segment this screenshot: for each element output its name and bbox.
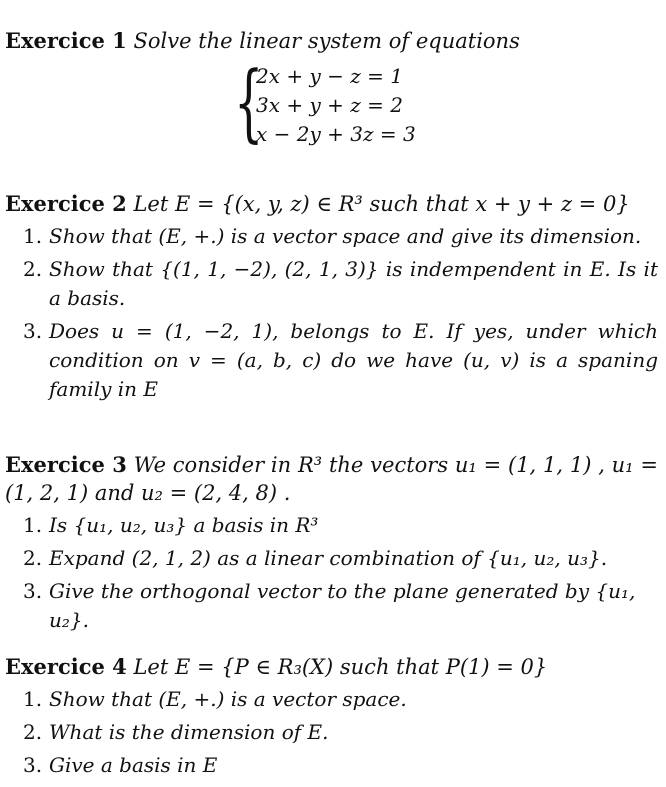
question-text: Give a basis in E (49, 753, 218, 777)
exercise-3-question-1 (5, 511, 658, 540)
question-number: 2. (23, 546, 43, 570)
equation-3: x − 2y + 3z = 3 (256, 122, 416, 146)
exercise-4-label: Exercice 4 (5, 654, 127, 679)
equations (256, 62, 416, 149)
exercise-3-question-3 (5, 577, 658, 635)
question-text: Is {u₁, u₂, u₃} a basis in R³ (49, 513, 319, 537)
exercise-2-question-2 (5, 255, 658, 313)
question-number: 1. (23, 224, 43, 248)
exercise-2-text: Let E = {(x, y, z) ∈ R³ such that x + y + z = 0} (133, 192, 630, 216)
question-text: Show that (E, +.) is a vector space. (49, 687, 407, 711)
exercise-4 (5, 653, 658, 780)
exercise-1-label: Exercice 1 (5, 28, 127, 53)
equation-2: 3x + y + z = 2 (256, 93, 403, 117)
exercise-1-statement (5, 27, 658, 55)
question-number: 1. (23, 687, 43, 711)
exercise-2-question-1 (5, 222, 658, 251)
exercise-4-question-2 (5, 718, 658, 747)
question-number: 1. (23, 513, 43, 537)
exercise-4-statement (5, 653, 658, 681)
question-text: Show that {(1, 1, −2), (2, 1, 3)} is indempendent in E. Is it a basis. (49, 257, 658, 310)
exercise-3-questions (5, 511, 658, 635)
exercise-1 (5, 27, 658, 55)
exercise-3-text: We consider in R³ the vectors u₁ = (1, 1, 1) , u₁ = (1, 2, 1) and u₂ = (2, 4, 8) . (5, 453, 658, 505)
question-number: 2. (23, 720, 43, 744)
exercise-3-statement (5, 451, 658, 507)
question-text: Show that (E, +.) is a vector space and give its dimension. (49, 224, 642, 248)
exercise-2-label: Exercice 2 (5, 191, 127, 216)
exercise-1-text: Solve the linear system of equations (133, 29, 520, 53)
question-text: Expand (2, 1, 2) as a linear combination of {u₁, u₂, u₃}. (49, 546, 608, 570)
exercise-4-question-3 (5, 751, 658, 780)
question-number: 3. (23, 319, 43, 343)
equation-1: 2x + y − z = 1 (256, 64, 403, 88)
question-number: 2. (23, 257, 43, 281)
exercise-3-question-2 (5, 544, 658, 573)
exercise-2 (5, 190, 658, 404)
exercise-2-statement (5, 190, 658, 218)
left-brace: { (234, 53, 264, 151)
question-text: What is the dimension of E. (49, 720, 329, 744)
exercise-3 (5, 451, 658, 635)
exercise-4-questions (5, 685, 658, 780)
exercise-3-label: Exercice 3 (5, 452, 127, 477)
exercise-2-questions (5, 222, 658, 404)
question-number: 3. (23, 579, 43, 603)
question-text: Does u = (1, −2, 1), belongs to E. If yes, under which condition on v = (a, b, c) do we have (u, v) is a spaning family in E (49, 319, 658, 401)
exercise-4-text: Let E = {P ∈ R₃(X) such that P(1) = 0} (133, 655, 548, 679)
question-number: 3. (23, 753, 43, 777)
exercise-2-question-3 (5, 317, 658, 404)
question-text: Give the orthogonal vector to the plane generated by {u₁, u₂}. (49, 579, 636, 632)
linear-system (234, 53, 434, 152)
exercise-4-question-1 (5, 685, 658, 714)
